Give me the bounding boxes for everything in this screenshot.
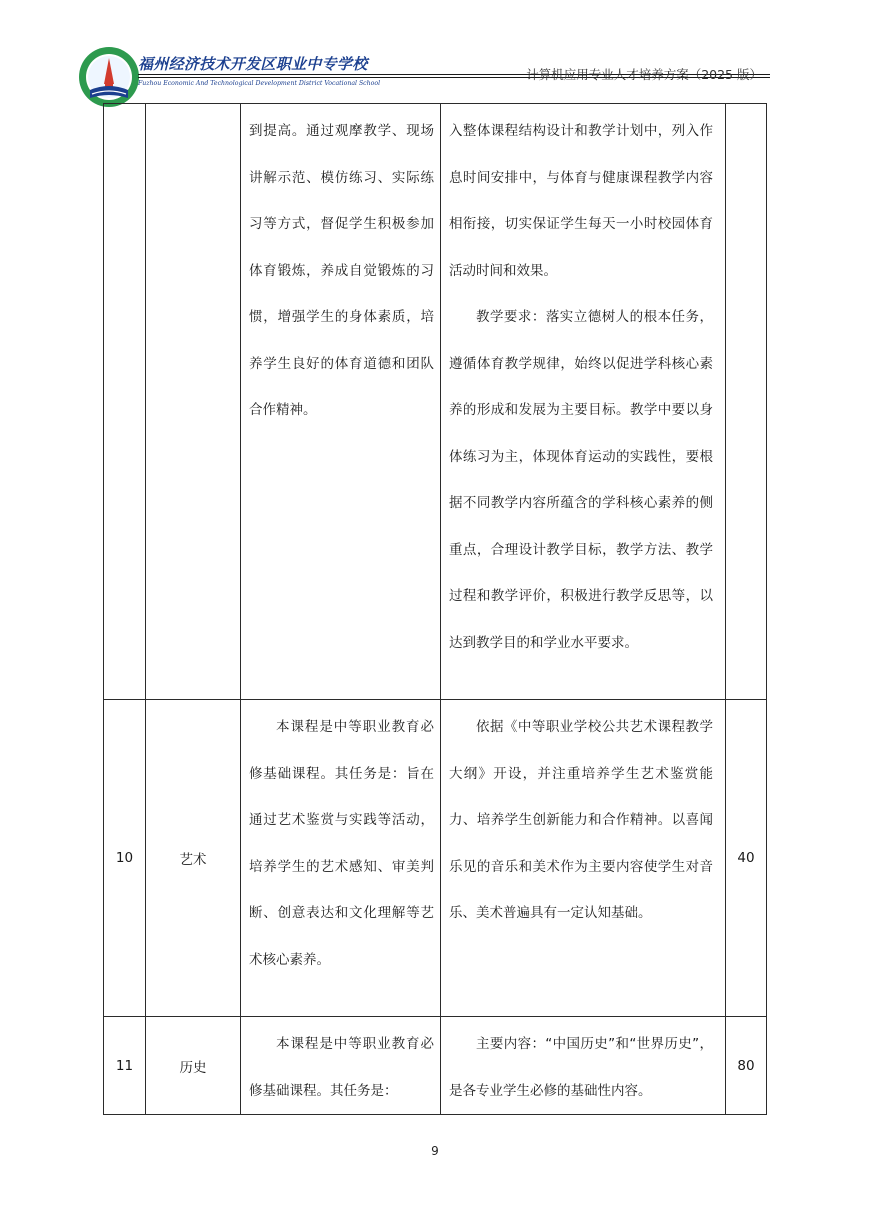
course-goal-cell (241, 1017, 441, 1115)
school-name-en: Fuzhou Economic And Technological Development District Vocational School (138, 80, 381, 87)
course-number: 11 (104, 1017, 146, 1115)
course-name (146, 104, 241, 700)
course-goal-cell (241, 700, 441, 1017)
table-row (104, 104, 767, 700)
course-goal-text: 本课程是中等职业教育必修基础课程。其任务是： (249, 1036, 434, 1099)
course-hours: 80 (726, 1017, 767, 1115)
table-row (104, 1017, 767, 1115)
school-name-cn: 福州经济技术开发区职业中专学校 (138, 55, 368, 73)
course-hours: 40 (726, 700, 767, 1017)
course-requirements-cell (441, 700, 726, 1017)
requirements-text: 教学要求：落实立德树人的根本任务，遵循体育教学规律，始终以促进学科核心素养的形成和发展为主要目标。教学中要以身体练习为主，体现体育运动的实践性，要根据不同教学内容所蕴含的学科核心素养的侧重点，合理设计教学目标，教学方法、教学过程和教学评价，积极进行教学反思等，以达到教学目的和学业水平要求。 (449, 309, 713, 651)
page-number: 9 (431, 1144, 439, 1158)
requirements-text: 入整体课程结构设计和教学计划中，列入作息时间安排中，与体育与健康课程教学内容相衔接，切实保证学生每天一小时校园体育活动时间和效果。 (449, 123, 713, 279)
course-goal-text: 到提高。通过观摩教学、现场讲解示范、模仿练习、实际练习等方式，督促学生积极参加体育锻炼，养成自觉锻炼的习惯，增强学生的身体素质，培养学生良好的体育道德和团队合作精神。 (249, 123, 434, 418)
course-goal-text: 本课程是中等职业教育必修基础课程。其任务是：旨在通过艺术鉴赏与实践等活动，培养学生的艺术感知、审美判断、创意表达和文化理解等艺术核心素养。 (249, 719, 434, 968)
course-table (103, 103, 767, 1115)
document-title: 计算机应用专业人才培养方案（2025 版） (526, 67, 762, 82)
school-seal-icon (78, 46, 140, 108)
course-hours (726, 104, 767, 700)
course-goal-cell (241, 104, 441, 700)
course-requirements-cell (441, 1017, 726, 1115)
requirements-text: 依据《中等职业学校公共艺术课程教学大纲》开设，并注重培养学生艺术鉴赏能力、培养学生创新能力和合作精神。以喜闻乐见的音乐和美术作为主要内容使学生对音乐、美术普遍具有一定认知基础。 (449, 719, 713, 921)
page-header (78, 40, 770, 98)
table-row (104, 700, 767, 1017)
requirements-text: 主要内容：“中国历史”和“世界历史”，是各专业学生必修的基础性内容。 (449, 1036, 713, 1099)
course-name: 艺术 (146, 700, 241, 1017)
course-name: 历史 (146, 1017, 241, 1115)
requirements-block (441, 104, 725, 666)
course-number: 10 (104, 700, 146, 1017)
course-requirements-cell (441, 104, 726, 700)
course-number (104, 104, 146, 700)
